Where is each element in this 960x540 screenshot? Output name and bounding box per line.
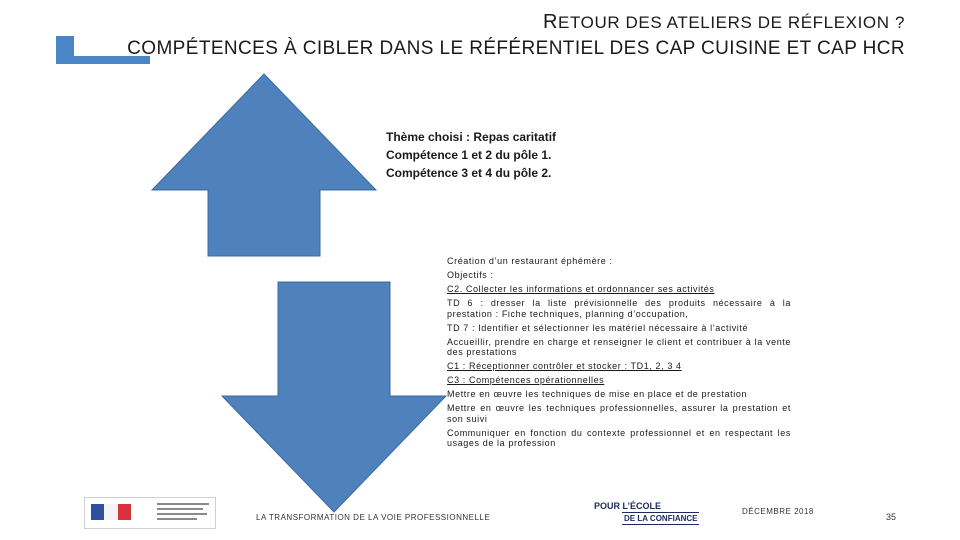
slide-title: RETOUR DES ATELIERS DE RÉFLEXION ? — [542, 11, 905, 33]
detail-line: Mettre en œuvre les techniques de mise en place et de prestation — [447, 389, 748, 399]
arrow-up-icon — [152, 74, 376, 256]
footer-text: LA TRANSFORMATION DE LA VOIE PROFESSIONNELLE — [256, 513, 491, 522]
detail-line: C3 : Compétences opérationnelles — [447, 375, 605, 385]
detail-line: Accueillir, prendre en charge et renseigner le client et contribuer à la vente des prestations — [447, 336, 791, 357]
detail-line: Création d’un restaurant éphémère : — [447, 256, 613, 266]
logo-line-1: POUR L’ÉCOLE — [594, 501, 662, 511]
theme-line: Thème choisi : Repas caritatif — [386, 130, 557, 144]
detail-line: Mettre en œuvre les techniques professionnelles, assurer la prestation et son suivi — [447, 403, 791, 424]
ministry-logo — [84, 497, 216, 529]
ministry-wordmark-icon — [157, 503, 209, 523]
logo-line-2: DE LA CONFIANCE — [624, 514, 698, 523]
detail-line: TD 6 : dresser la liste prévisionnelle des produits nécessaire à la prestation : Fiche techniques, planning d’occupation, — [447, 298, 791, 319]
details-text-block — [447, 256, 791, 452]
detail-line: Objectifs : — [447, 270, 494, 280]
french-flag-icon — [91, 504, 131, 520]
arrow-down-icon — [222, 282, 446, 512]
detail-line: TD 7 : Identifier et sélectionner les matériel nécessaire à l’activité — [447, 322, 749, 333]
competence-line: Compétence 1 et 2 du pôle 1. — [386, 148, 552, 162]
competence-line: Compétence 3 et 4 du pôle 2. — [386, 166, 552, 180]
detail-line: Communiquer en fonction du contexte professionnel et en respectant les usages de la profession — [447, 427, 791, 448]
detail-line: C1 : Réceptionner contrôler et stocker : TD1, 2, 3 4 — [447, 361, 682, 371]
page-number: 35 — [886, 512, 897, 522]
slide-subtitle: COMPÉTENCES À CIBLER DANS LE RÉFÉRENTIEL DES CAP CUISINE ET CAP HCR — [127, 38, 905, 59]
detail-line: C2. Collecter les informations et ordonnancer ses activités — [447, 284, 715, 294]
footer-date: DÉCEMBRE 2018 — [742, 507, 814, 516]
ecole-confiance-logo — [594, 501, 716, 525]
theme-box — [386, 128, 556, 182]
